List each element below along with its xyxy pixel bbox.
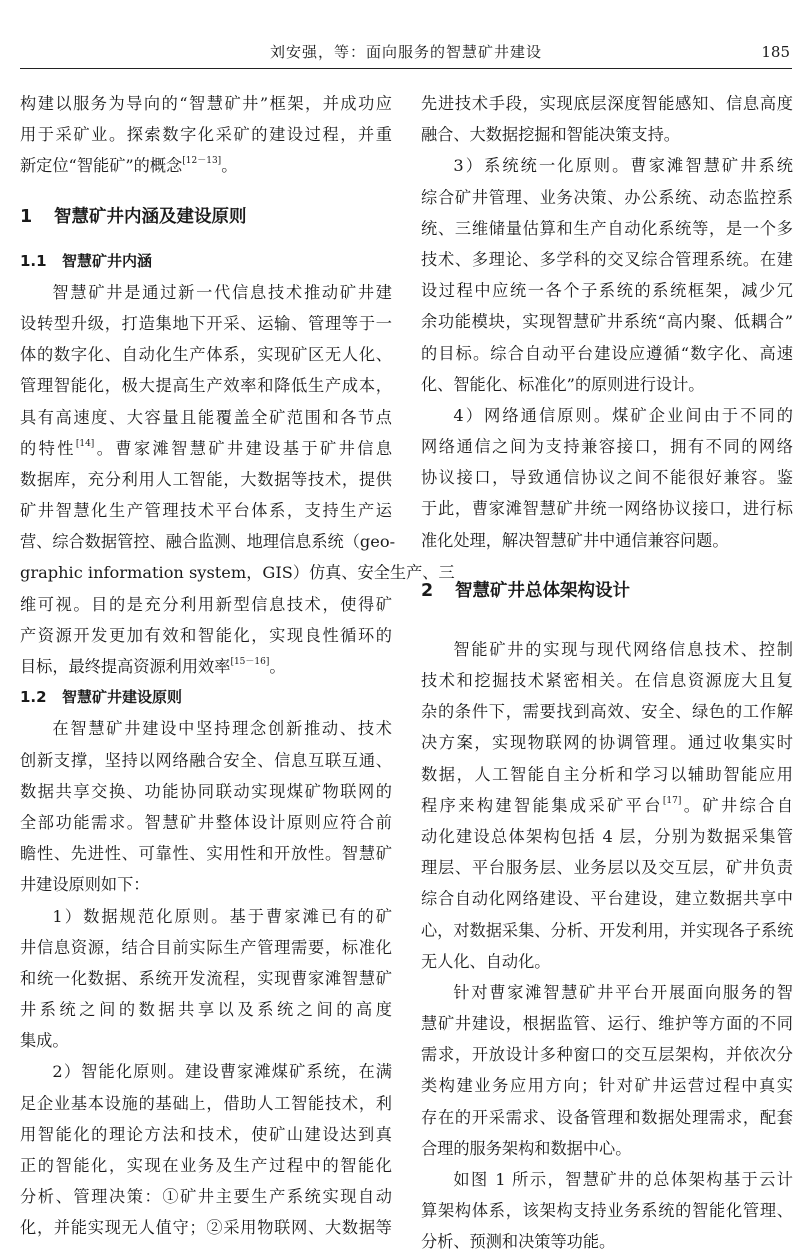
text-line: 井系统之间的数据共享以及系统之间的高度 bbox=[20, 1000, 392, 1020]
text-line: 智慧矿井是通过新一代信息技术推动矿井建 bbox=[52, 282, 392, 302]
text-line: 4）网络通信原则。煤矿企业间由于不同的 bbox=[453, 405, 793, 425]
text-line: 技术和挖掘技术紧密相关。在信息资源庞大且复 bbox=[421, 671, 793, 690]
text-line: graphic information system，GIS）仿真、安全生产、三 bbox=[20, 563, 455, 583]
text-line: 先进技术手段，实现底层深度智能感知、信息高度 bbox=[421, 94, 793, 113]
text-line: 和统一化数据、系统开发流程，实现曹家滩智慧矿 bbox=[20, 968, 392, 988]
text-line: 如图 1 所示，智慧矿井的总体架构基于云计 bbox=[453, 1170, 793, 1189]
text-line: 矿井智慧化生产管理技术平台体系，支持生产运 bbox=[20, 501, 392, 521]
text-line: 化，并能实现无人值守；②采用物联网、大数据等 bbox=[20, 1218, 392, 1238]
running-header bbox=[20, 40, 792, 64]
text-line: 决方案，实现物联网的协调管理。通过收集实时 bbox=[421, 733, 793, 753]
text-line: 的目标。综合自动平台建设应遵循“数字化、高速 bbox=[421, 343, 793, 363]
page-number: 185 bbox=[761, 43, 790, 61]
text-line: 算架构体系，该架构支持业务系统的智能化管理、 bbox=[421, 1201, 793, 1221]
text-line: 井建设原则如下： bbox=[20, 875, 150, 895]
text-line: 维可视。目的是充分利用新型信息技术，使得矿 bbox=[20, 594, 392, 614]
text-line: 管理智能化，极大提高生产效率和降低生产成本， bbox=[20, 376, 392, 396]
running-title: 刘安强，等：面向服务的智慧矿井建设 bbox=[269, 43, 542, 61]
citation: [14] bbox=[75, 438, 95, 449]
text-line: 集成。 bbox=[20, 1031, 69, 1051]
text-line: 慧矿井建设，根据监管、运行、维护等方面的不同 bbox=[421, 1014, 793, 1034]
text-line: 融合、大数据挖掘和智能决策支持。 bbox=[421, 125, 680, 145]
citation: [12－13] bbox=[182, 156, 222, 167]
citation: [17] bbox=[662, 795, 682, 806]
text-line: 1）数据规范化原则。基于曹家滩已有的矿 bbox=[52, 906, 392, 926]
section-heading: 2 智慧矿井总体架构设计 bbox=[421, 580, 630, 601]
text-line: 针对曹家滩智慧矿井平台开展面向服务的智 bbox=[453, 982, 793, 1002]
header-rule bbox=[20, 68, 792, 69]
subsection-heading: 1.1 智慧矿井内涵 bbox=[20, 251, 153, 270]
text-line: 体的数字化、自动化生产体系，实现矿区无人化、 bbox=[20, 345, 392, 365]
citation: [15－16] bbox=[230, 657, 270, 667]
text-line: 新定位“智能矿”的概念[12－13]。 bbox=[20, 156, 238, 176]
text-line: 存在的开采需求、设备管理和数据处理需求，配套 bbox=[421, 1107, 793, 1127]
text-line: 理层、平台服务层、业务层以及交互层，矿井负责 bbox=[421, 858, 793, 878]
text-line: 综合矿井管理、业务决策、办公系统、动态监控系 bbox=[421, 187, 793, 207]
text-line: 心，对数据采集、分析、开发利用，并实现各子系统 bbox=[421, 920, 794, 940]
left-column bbox=[20, 88, 455, 1244]
text-line: 分析、管理决策：①矿井主要生产系统实现自动 bbox=[20, 1187, 392, 1207]
text-line: 在智慧矿井建设中坚持理念创新推动、技术 bbox=[52, 719, 392, 739]
text-line: 数据共享交换、功能协同联动实现煤矿物联网的 bbox=[20, 781, 392, 801]
right-column bbox=[421, 88, 793, 1258]
subsection-heading: 1.2 智慧矿井建设原则 bbox=[20, 688, 183, 707]
text-line: 准化处理，解决智慧矿井中通信兼容问题。 bbox=[421, 530, 729, 550]
text-line: 综合自动化网络建设、平台建设，建立数据共享中 bbox=[421, 889, 793, 909]
text-line: 智能矿井的实现与现代网络信息技术、控制 bbox=[453, 639, 793, 659]
text-line: 技术、多理论、多学科的交叉综合管理系统。在建 bbox=[421, 249, 793, 269]
text-line: 合理的服务架构和数据中心。 bbox=[421, 1138, 632, 1158]
text-line: 无人化、自动化。 bbox=[421, 951, 551, 971]
text-line: 2）智能化原则。建设曹家滩煤矿系统，在满 bbox=[52, 1062, 392, 1082]
text-line: 营、综合数据管控、融合监测、地理信息系统（geo- bbox=[20, 532, 396, 552]
text-line: 类构建业务应用方向；针对矿井运营过程中真实 bbox=[421, 1076, 793, 1096]
text-line: 杂的条件下，需要找到高效、安全、绿色的工作解 bbox=[421, 702, 793, 722]
text-line: 具有高速度、大容量且能覆盖全矿范围和各节点 bbox=[20, 407, 392, 427]
text-line: 数据，人工智能自主分析和学习以辅助智能应用 bbox=[421, 764, 793, 784]
text-line: 网络通信之间为支持兼容接口，拥有不同的网络 bbox=[421, 437, 793, 457]
text-line: 化、智能化、标准化”的原则进行设计。 bbox=[421, 374, 705, 394]
text-line: 用于采矿业。探索数字化采矿的建设过程，并重 bbox=[20, 125, 392, 145]
text-line: 全部功能需求。智慧矿井整体设计原则应符合前 bbox=[20, 812, 392, 832]
text-line: 分析、预测和决策等功能。 bbox=[421, 1232, 616, 1252]
text-line: 正的智能化，实现在业务及生产过程中的智能化 bbox=[20, 1156, 392, 1175]
section-heading: 1 智慧矿井内涵及建设原则 bbox=[20, 206, 247, 227]
text-line: 于此，曹家滩智慧矿井统一网络协议接口，进行标 bbox=[421, 499, 793, 519]
text-line: 瞻性、先进性、可靠性、实用性和开放性。智慧矿 bbox=[20, 844, 392, 864]
text-line: 协议接口，导致通信协议之间不能很好兼容。鉴 bbox=[421, 468, 793, 488]
text-line: 足企业基本设施的基础上，借助人工智能技术，利 bbox=[20, 1093, 392, 1113]
text-line: 的特性[14]。曹家滩智慧矿井建设基于矿井信息 bbox=[20, 438, 393, 458]
text-line: 余功能模块，实现智慧矿井系统“高内聚、低耦合” bbox=[421, 312, 793, 332]
text-line: 数据库，充分利用人工智能，大数据等技术，提供 bbox=[20, 469, 392, 489]
text-line: 3）系统统一化原则。曹家滩智慧矿井系统 bbox=[453, 156, 793, 176]
text-line: 设过程中应统一各个子系统的系统框架，减少冗 bbox=[421, 281, 793, 301]
text-line: 井信息资源，结合目前实际生产管理需要，标准化 bbox=[20, 937, 392, 957]
text-line: 目标，最终提高资源利用效率[15－16]。 bbox=[20, 657, 286, 676]
text-line: 构建以服务为导向的“智慧矿井”框架，并成功应 bbox=[20, 94, 392, 113]
text-line: 产资源开发更加有效和智能化，实现良性循环的 bbox=[20, 625, 392, 645]
text-line: 动化建设总体架构包括 4 层，分别为数据采集管 bbox=[421, 826, 793, 846]
text-line: 创新支撑，坚持以网络融合安全、信息互联互通、 bbox=[20, 750, 392, 770]
text-line: 程序来构建智能集成采矿平台[17]。矿井综合自 bbox=[421, 795, 794, 815]
text-line: 需求，开放设计多种窗口的交互层架构，并依次分 bbox=[421, 1045, 793, 1065]
text-line: 设转型升级，打造集地下开采、运输、管理等于一 bbox=[20, 313, 392, 333]
text-line: 统、三维储量估算和生产自动化系统等，是一个多 bbox=[421, 218, 793, 238]
text-line: 用智能化的理论方法和技术，使矿山建设达到真 bbox=[20, 1124, 392, 1144]
